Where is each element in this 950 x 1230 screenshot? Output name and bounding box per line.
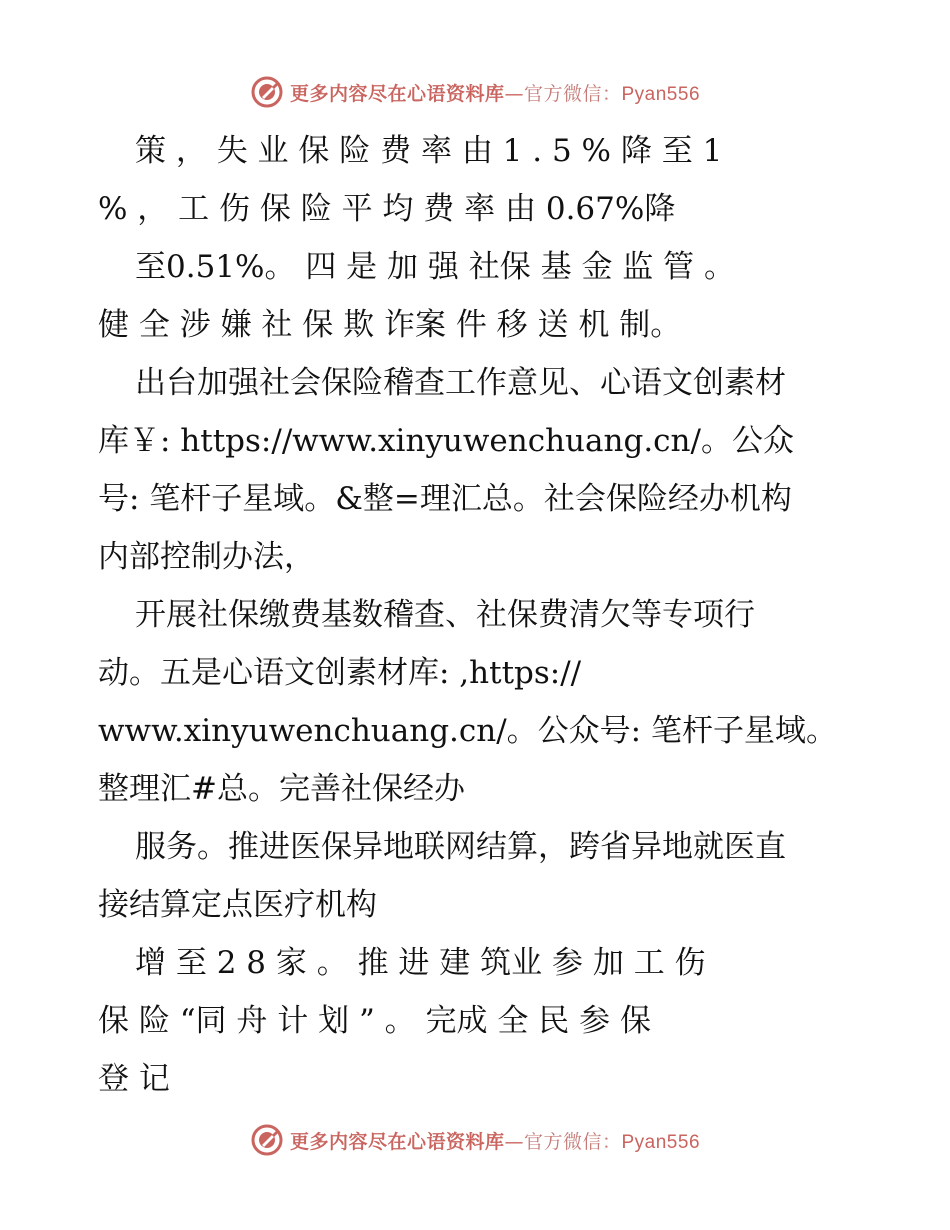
banner-wechat-id: Pyan556 [621,1131,701,1153]
body-line: 服务。推进医保异地联网结算，跨省异地就医直 [135,829,786,865]
body-line: 增 至 2 8 家 。 推 进 建 筑业 参 加 工 伤 [135,945,706,981]
pen-nib-logo-icon [250,75,284,109]
banner-text [290,1127,700,1154]
body-line: 整理汇#总。完善社保经办 [98,771,465,807]
body-line: 策 ， 失 业 保 险 费 率 由 1 . 5 % 降 至 1 [135,133,723,169]
body-line: 库￥: https://www.xinyuwenchuang.cn/。公众 [98,423,794,459]
body-line: 保 险 “同 舟 计 划 ” 。 完成 全 民 参 保 [98,1003,651,1039]
banner-dash: — [504,82,524,105]
body-line: 动。五是心语文创素材库: ,https:// [98,655,582,691]
body-line: 登 记 [98,1061,170,1097]
footer-banner [0,1120,950,1160]
body-line: 内部控制办法， [98,539,315,575]
body-line: % ， 工 伤 保 险 平 均 费 率 由 0.67%降 [98,191,676,227]
banner-lead-text: 更多内容尽在心语资料库 [289,82,505,105]
body-line: www.xinyuwenchuang.cn/。公众号: 笔杆子星域。 [98,713,837,749]
banner-wechat-id: Pyan556 [621,83,701,105]
banner-wechat-label: 官方微信： [523,82,622,105]
body-line: 出台加强社会保险稽查工作意见、心语文创素材 [135,365,786,401]
banner-dash: — [504,1130,524,1153]
body-line: 号: 笔杆子星域。&整=理汇总。社会保险经办机构 [98,481,792,517]
header-banner [0,72,950,112]
banner-lead-text: 更多内容尽在心语资料库 [289,1130,505,1153]
pen-nib-logo-icon [250,1123,284,1157]
body-line: 健 全 涉 嫌 社 保 欺 诈案 件 移 送 机 制。 [98,307,682,343]
body-line: 开展社保缴费基数稽查、社保费清欠等专项行 [135,597,755,633]
banner-text [290,79,700,106]
body-line: 接结算定点医疗机构 [98,887,377,923]
body-line: 至0.51%。 四 是 加 强 社保 基 金 监 管 。 [135,249,736,285]
banner-wechat-label: 官方微信： [523,1130,622,1153]
